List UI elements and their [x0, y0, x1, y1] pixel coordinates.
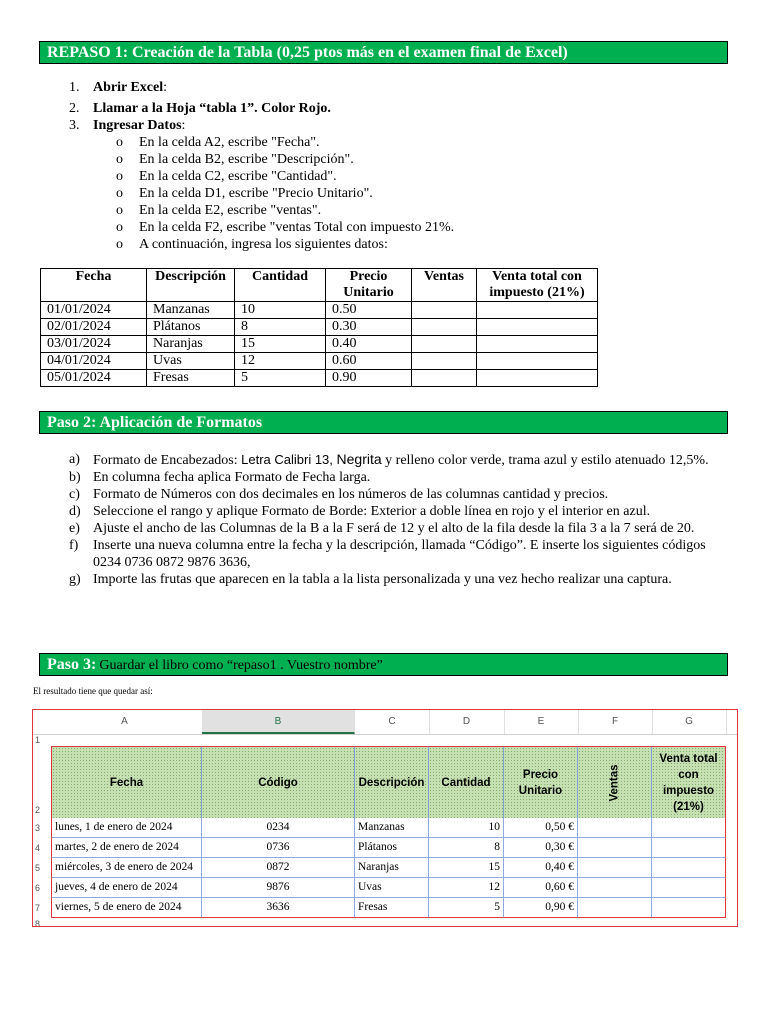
- format-step-b: b) En columna fecha aplica Formato de Fecha larga.: [69, 470, 371, 485]
- substeps-list: [93, 134, 454, 253]
- excel-header-cell[interactable]: Ventas: [578, 746, 652, 818]
- header-precio: Precio Unitario: [326, 269, 412, 302]
- table-cell: Manzanas: [147, 302, 235, 319]
- excel-data-cell[interactable]: lunes, 1 de enero de 2024: [51, 818, 202, 838]
- table-cell: [477, 353, 598, 370]
- excel-data-cell[interactable]: 0,60 €: [504, 878, 578, 898]
- excel-data-cell[interactable]: Manzanas: [355, 818, 429, 838]
- excel-data-cell[interactable]: 10: [429, 818, 504, 838]
- header-descripcion: Descripción: [147, 269, 235, 302]
- column-header-a[interactable]: A: [47, 710, 203, 734]
- table-cell: Fresas: [147, 370, 235, 387]
- substep-item: o En la celda A2, escribe "Fecha".: [116, 135, 320, 150]
- format-steps-list: [69, 451, 733, 588]
- row-header[interactable]: 4: [35, 843, 41, 853]
- table-row: [41, 302, 598, 319]
- table-cell: 10: [235, 302, 326, 319]
- table-row: [41, 353, 598, 370]
- excel-data-cell[interactable]: [652, 878, 726, 898]
- table-cell: 0.50: [326, 302, 412, 319]
- table-cell: [477, 319, 598, 336]
- table-cell: [477, 336, 598, 353]
- excel-data-cell[interactable]: miércoles, 3 de enero de 2024: [51, 858, 202, 878]
- table-cell: 05/01/2024: [41, 370, 147, 387]
- header-ventas: Ventas: [412, 269, 477, 302]
- excel-header-cell[interactable]: Descripción: [355, 746, 429, 818]
- table-cell: 12: [235, 353, 326, 370]
- excel-header-cell[interactable]: Venta total con impuesto (21%): [652, 746, 726, 818]
- header-fecha: Fecha: [41, 269, 147, 302]
- excel-header-cell[interactable]: Fecha: [51, 746, 202, 818]
- column-header-c[interactable]: C: [355, 710, 430, 734]
- excel-header-cell[interactable]: Cantidad: [429, 746, 504, 818]
- table-row: [41, 370, 598, 387]
- data-table: [40, 268, 598, 387]
- excel-data-cell[interactable]: [578, 898, 652, 918]
- substep-item: o En la celda D1, escribe "Precio Unitario".: [116, 186, 373, 201]
- excel-data-cell[interactable]: [652, 818, 726, 838]
- table-cell: 02/01/2024: [41, 319, 147, 336]
- excel-header-cell[interactable]: Precio Unitario: [504, 746, 578, 818]
- substep-item: o En la celda F2, escribe "ventas Total con impuesto 21%.: [116, 220, 455, 235]
- excel-data-cell[interactable]: 0736: [202, 838, 355, 858]
- table-cell: [412, 370, 477, 387]
- excel-data-cell[interactable]: Uvas: [355, 878, 429, 898]
- excel-data-cell[interactable]: 0,50 €: [504, 818, 578, 838]
- excel-data-cell[interactable]: [652, 898, 726, 918]
- format-step-d: d) Seleccione el rango y aplique Formato de Borde: Exterior a doble línea en rojo y el interior en azul.: [69, 504, 651, 519]
- table-cell: [412, 336, 477, 353]
- excel-data-cell[interactable]: [652, 838, 726, 858]
- table-row: [41, 319, 598, 336]
- section-3-title: [39, 653, 728, 676]
- excel-data-cell[interactable]: [578, 838, 652, 858]
- table-cell: 0.90: [326, 370, 412, 387]
- row-header[interactable]: 3: [35, 823, 41, 833]
- substep-item: o En la celda E2, escribe "ventas".: [116, 203, 322, 218]
- steps-list: [69, 79, 455, 253]
- substep-item: o En la celda C2, escribe "Cantidad".: [116, 169, 337, 184]
- excel-data-cell[interactable]: Naranjas: [355, 858, 429, 878]
- excel-data-cell[interactable]: 12: [429, 878, 504, 898]
- table-cell: 8: [235, 319, 326, 336]
- table-cell: 0.30: [326, 319, 412, 336]
- excel-data-cell[interactable]: 0,30 €: [504, 838, 578, 858]
- row-header[interactable]: 5: [35, 863, 41, 873]
- column-header-bar: [33, 710, 737, 735]
- table-cell: [477, 370, 598, 387]
- table-cell: 04/01/2024: [41, 353, 147, 370]
- excel-data-cell[interactable]: [578, 878, 652, 898]
- header-cantidad: Cantidad: [235, 269, 326, 302]
- table-cell: [412, 302, 477, 319]
- row-header[interactable]: 8: [35, 919, 41, 927]
- column-header-d[interactable]: D: [429, 710, 505, 734]
- format-step-f: f) Inserte una nueva columna entre la fecha y la descripción, llamada “Código”. E inserte los siguientes códigos 0234 0736 0872 9876 3636,: [69, 538, 706, 570]
- section-2-title: Paso 2: Aplicación de Formatos: [39, 411, 728, 434]
- excel-data-cell[interactable]: 0234: [202, 818, 355, 838]
- column-header-g[interactable]: G: [652, 710, 727, 734]
- table-cell: [412, 353, 477, 370]
- table-cell: 03/01/2024: [41, 336, 147, 353]
- table-cell: 15: [235, 336, 326, 353]
- row-header[interactable]: 1: [35, 735, 41, 745]
- excel-data-cell[interactable]: [652, 858, 726, 878]
- column-header-b[interactable]: B: [202, 710, 355, 734]
- section-3-label: Paso 3:: [47, 656, 97, 673]
- row-header[interactable]: 6: [35, 883, 41, 893]
- excel-data-cell[interactable]: [578, 818, 652, 838]
- format-step-e: e) Ajuste el ancho de las Columnas de la B a la F será de 12 y el alto de la fila desde la fila 3 a la 7 será de 20.: [69, 521, 695, 536]
- table-cell: 5: [235, 370, 326, 387]
- excel-header-cell[interactable]: Código: [202, 746, 355, 818]
- table-row: [41, 336, 598, 353]
- step-1: 1. Abrir Excel:: [69, 80, 168, 95]
- excel-screenshot: [32, 709, 738, 927]
- column-header-e[interactable]: E: [504, 710, 579, 734]
- excel-data-cell[interactable]: 8: [429, 838, 504, 858]
- table-header-row: [41, 269, 598, 302]
- excel-data-cell[interactable]: 15: [429, 858, 504, 878]
- table-cell: Uvas: [147, 353, 235, 370]
- section-1-title: REPASO 1: Creación de la Tabla (0,25 ptos más en el examen final de Excel): [39, 41, 728, 64]
- excel-data-cell[interactable]: 9876: [202, 878, 355, 898]
- excel-data-cell[interactable]: 3636: [202, 898, 355, 918]
- step-2: 2. Llamar a la Hoja “tabla 1”. Color Rojo.: [69, 101, 331, 116]
- format-step-c: c) Formato de Números con dos decimales en los números de las columnas cantidad y precios.: [69, 487, 609, 502]
- excel-data-cell[interactable]: 0,90 €: [504, 898, 578, 918]
- result-caption: El resultado tiene que quedar así:: [33, 686, 153, 696]
- substep-item: o A continuación, ingresa los siguientes datos:: [116, 237, 388, 252]
- substep-item: o En la celda B2, escribe "Descripción".: [116, 152, 354, 167]
- excel-data-cell[interactable]: [578, 858, 652, 878]
- section-3-text: Guardar el libro como “repaso1 . Vuestro nombre”: [99, 658, 383, 673]
- excel-data-cell[interactable]: 0872: [202, 858, 355, 878]
- header-venta-total: Venta total con impuesto (21%): [477, 269, 598, 302]
- excel-data-cell[interactable]: Fresas: [355, 898, 429, 918]
- excel-data-cell[interactable]: jueves, 4 de enero de 2024: [51, 878, 202, 898]
- column-header-f[interactable]: F: [578, 710, 653, 734]
- table-cell: [412, 319, 477, 336]
- table-cell: [477, 302, 598, 319]
- step-3: 3. Ingresar Datos: o En la celda A2, escribe "Fecha". o En la celda B2, escribe "Descripción". o En la celda C2, escribe "Cantidad". o En la celda D1, escribe "Precio Unitario". o En la celda E2, escribe "ventas". o En la celda F2, escribe "ventas Total con impuesto 21%. o A continuación, ingresa los siguientes datos:: [69, 118, 455, 252]
- table-cell: Plátanos: [147, 319, 235, 336]
- table-cell: Naranjas: [147, 336, 235, 353]
- table-cell: 0.40: [326, 336, 412, 353]
- excel-data-cell[interactable]: 5: [429, 898, 504, 918]
- row-header[interactable]: 2: [35, 805, 41, 815]
- format-step-g: g) Importe las frutas que aparecen en la tabla a la lista personalizada y una vez hecho realizar una captura.: [69, 572, 672, 587]
- table-cell: 0.60: [326, 353, 412, 370]
- table-cell: 01/01/2024: [41, 302, 147, 319]
- excel-data-cell[interactable]: Plátanos: [355, 838, 429, 858]
- row-header[interactable]: 7: [35, 903, 41, 913]
- format-step-a: a) Formato de Encabezados: Letra Calibri 13, Negrita y relleno color verde, trama azul y estilo atenuado 12,5%.: [69, 451, 709, 468]
- excel-data-cell[interactable]: viernes, 5 de enero de 2024: [51, 898, 202, 918]
- excel-data-cell[interactable]: martes, 2 de enero de 2024: [51, 838, 202, 858]
- excel-data-cell[interactable]: 0,40 €: [504, 858, 578, 878]
